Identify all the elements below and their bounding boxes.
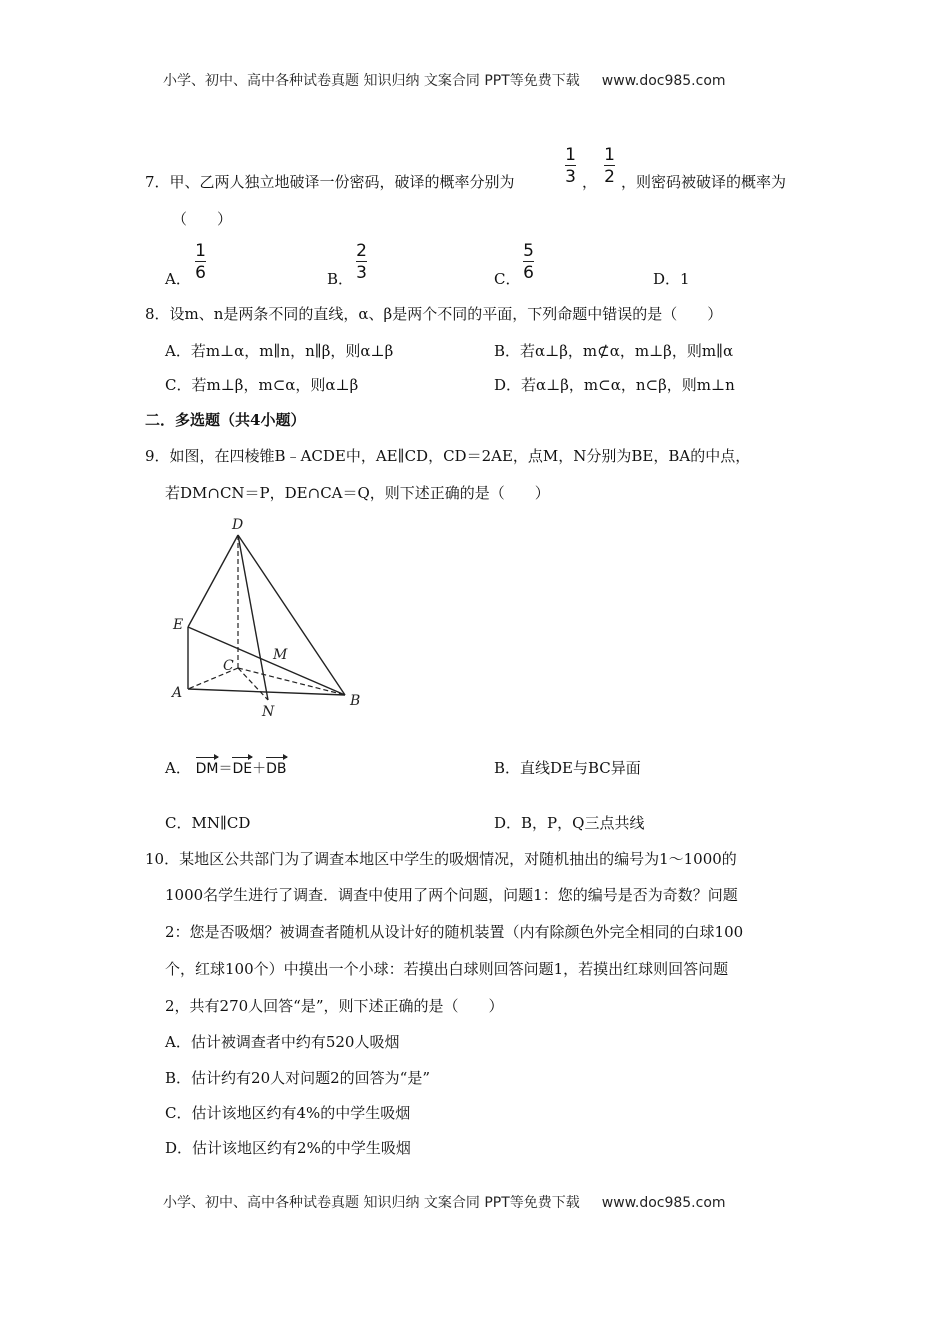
q7-option-d xyxy=(653,268,690,289)
q8-option-c: C．若m⊥β，m⊂α，则α⊥β xyxy=(165,376,359,394)
q7-c-num: 5 xyxy=(523,241,534,261)
q9-a-label: A． xyxy=(165,759,191,777)
footer-text: 小学、初中、高中各种试卷真题 知识归纳 文案合同 PPT等免费下载 xyxy=(163,1195,580,1211)
label-D: D xyxy=(232,517,244,533)
q9-option-b: B．直线DE与BC异面 xyxy=(494,759,641,777)
q10-line2: 1000名学生进行了调查．调查中使用了两个问题，问题1：您的编号是否为奇数？问题 xyxy=(165,886,738,904)
q7-stem-end: ，则密码被破译的概率为 xyxy=(621,173,787,191)
edge-DN xyxy=(238,535,268,700)
q10-line3: 2：您是否吸烟？被调查者随机从设计好的随机装置（内有除颜色外完全相同的白球100 xyxy=(165,923,744,941)
q7-paren: （ ） xyxy=(172,210,233,228)
q7-frac2-num: 1 xyxy=(604,145,615,165)
q10-option-b: B．估计约有20人对问题2的回答为“是” xyxy=(165,1069,430,1087)
footer-site-link[interactable]: www.doc985.com xyxy=(601,1195,726,1211)
q10-line4: 个，红球100个）中摸出一个小球：若摸出白球则回答问题1，若摸出红球则回答问题 xyxy=(165,960,729,978)
q10-option-a: A．估计被调查者中约有520人吸烟 xyxy=(165,1033,400,1051)
pyramid-figure xyxy=(160,510,380,725)
q8-option-a: A．若m⊥α，m∥n，n∥β，则α⊥β xyxy=(165,342,394,360)
q7-option-b-fraction xyxy=(356,242,367,282)
edge-DE xyxy=(188,535,238,627)
q10-option-d: D．估计该地区约有2%的中学生吸烟 xyxy=(165,1139,411,1157)
vector-DM: DM xyxy=(195,761,219,777)
q10-line5: 2，共有270人回答“是”，则下述正确的是（ ） xyxy=(165,997,504,1015)
page-footer xyxy=(163,1192,726,1212)
section-heading-multiple-choice: 二．多选题（共4小题） xyxy=(145,411,306,429)
label-C: C xyxy=(223,658,234,674)
q9-option-a xyxy=(165,757,287,778)
q7-option-c-label: C． xyxy=(494,270,521,288)
edge-DB xyxy=(238,535,345,695)
q7-frac2-den: 2 xyxy=(604,167,615,187)
q7-d-label: D． xyxy=(653,270,681,288)
q9-option-c: C．MN∥CD xyxy=(165,814,251,832)
q7-frac1-den: 3 xyxy=(565,167,576,187)
header-text: 小学、初中、高中各种试卷真题 知识归纳 文案合同 PPT等免费下载 xyxy=(163,73,580,89)
formula-plus: ＋ xyxy=(252,761,267,777)
formula-equals: ＝ xyxy=(218,761,233,777)
q7-option-a-fraction xyxy=(195,242,206,282)
q9-a-formula xyxy=(196,761,287,777)
q7-a-num: 1 xyxy=(195,241,206,261)
q7-d-value: 1 xyxy=(680,270,690,288)
q7-a-den: 6 xyxy=(195,263,206,283)
q10-line1: 10．某地区公共部门为了调查本地区中学生的吸烟情况，对随机抽出的编号为1～1000的 xyxy=(145,850,737,868)
q8-stem: 8．设m、n是两条不同的直线，α、β是两个不同的平面，下列命题中错误的是（ ） xyxy=(145,305,723,323)
header-site-link[interactable]: www.doc985.com xyxy=(601,73,726,89)
q7-frac1-num: 1 xyxy=(565,145,576,165)
q9-line2: 若DM∩CN＝P，DE∩CA＝Q，则下述正确的是（ ） xyxy=(165,484,550,502)
page-header xyxy=(163,70,726,90)
label-M: M xyxy=(273,647,288,663)
q7-option-b-label: B． xyxy=(327,270,354,288)
label-A: A xyxy=(172,685,183,701)
label-E: E xyxy=(173,617,184,633)
q7-fraction-2 xyxy=(604,146,615,186)
q8-option-d: D．若α⊥β，m⊂α，n⊂β，则m⊥n xyxy=(494,376,735,394)
q9-option-d: D．B，P，Q三点共线 xyxy=(494,814,645,832)
q10-option-c: C．估计该地区约有4%的中学生吸烟 xyxy=(165,1104,411,1122)
q7-b-den: 3 xyxy=(356,263,367,283)
vector-DE: DE xyxy=(232,761,253,777)
q7-stem-start: 7．甲、乙两人独立地破译一份密码，破译的概率分别为 xyxy=(145,173,515,191)
q7-b-num: 2 xyxy=(356,241,367,261)
label-N: N xyxy=(262,704,275,720)
q9-line1: 9．如图，在四棱锥B﹣ACDE中，AE∥CD，CD＝2AE，点M，N分别为BE，BA的中点， xyxy=(145,447,751,465)
label-B: B xyxy=(350,693,361,709)
q7-fraction-1 xyxy=(565,146,576,186)
q7-separator: ， xyxy=(582,173,598,191)
vector-DB: DB xyxy=(266,761,287,777)
q7-c-den: 6 xyxy=(523,263,534,283)
q7-option-a-label: A． xyxy=(165,270,191,288)
q8-option-b: B．若α⊥β，m⊄α，m⊥β，则m∥α xyxy=(494,342,734,360)
q7-option-c-fraction xyxy=(523,242,534,282)
